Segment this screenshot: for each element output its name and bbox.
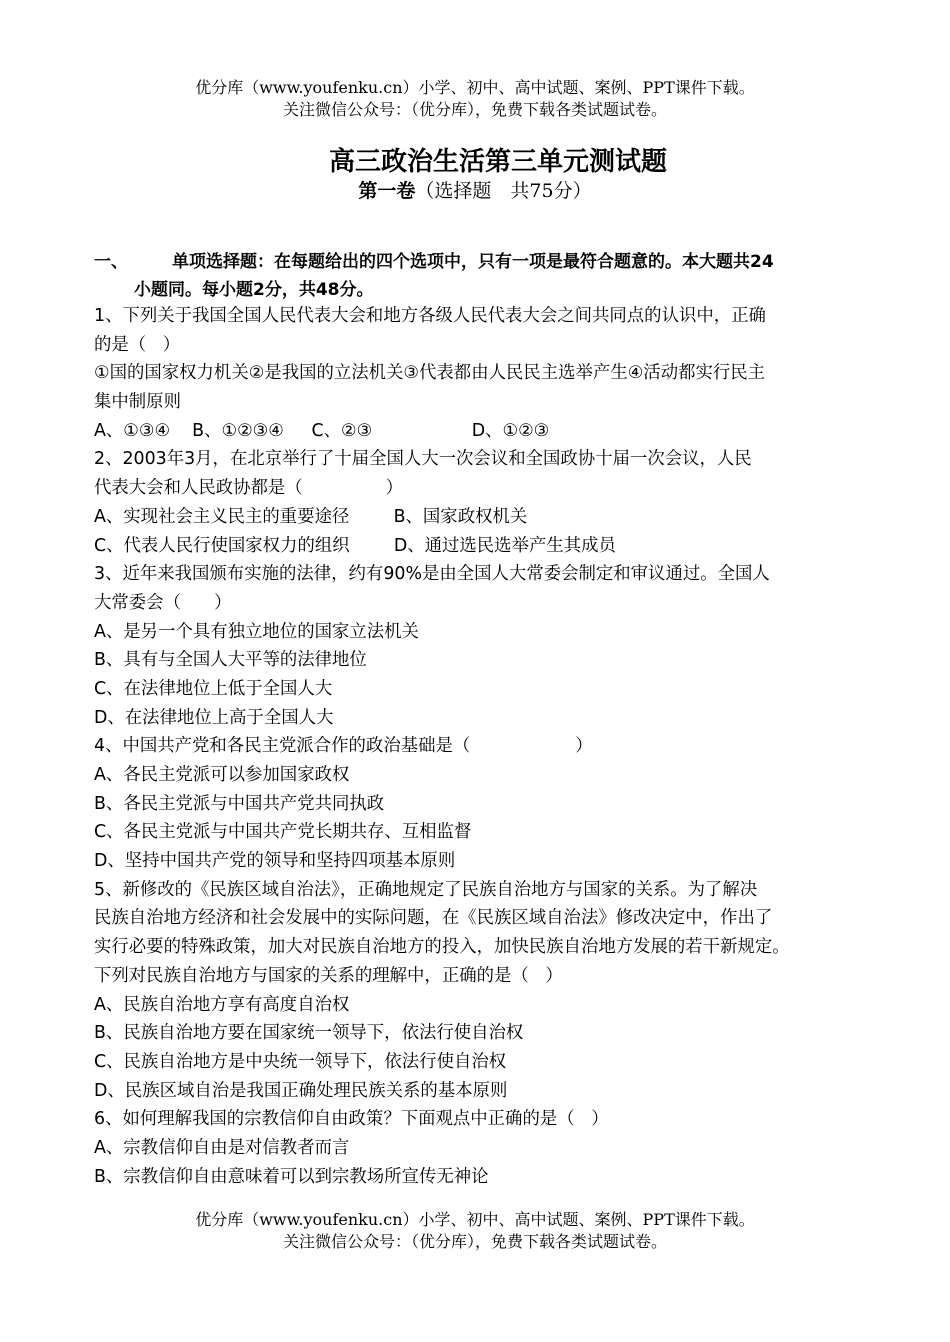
question-text-line: 的是（ ） [94,334,181,355]
question-text-line: 3、近年来我国颁布实施的法律，约有90%是由全国人大常委会制定和审议通过。全国人 [94,564,770,585]
header-line-1: 优分库（www.youfenku.cn）小学、初中、高中试题、案例、PPT课件下载。 [195,78,755,97]
page-header [0,77,950,121]
header-line-2: 关注微信公众号：（优分库），免费下载各类试题试卷。 [282,100,667,119]
question-text-line: 5、新修改的《民族区域自治法》，正确地规定了民族自治地方与国家的关系。为了解决 [94,879,758,900]
question-text-line: A、民族自治地方享有高度自治权 [94,994,350,1015]
question-text-line: A、各民主党派可以参加国家政权 [94,765,350,785]
question-text-line: 大常委会（ ） [94,592,232,613]
footer-line-2: 关注微信公众号：（优分库），免费下载各类试题试卷。 [282,1232,667,1251]
question-text-line: 2、2003年3月，在北京举行了十届全国人大一次会议和全国政协十届一次会议，人民 [94,449,752,470]
subtitle-detail: （选择题 共75分） [415,180,592,202]
question-text-line: D、民族区域自治是我国正确处理民族关系的基本原则 [94,1080,508,1101]
question-text-line: B、宗教信仰自由意味着可以到宗教场所宣传无神论 [94,1166,489,1187]
question-text-line: ①国的国家权力机关②是我国的立法机关③代表都由人民民主选举产生④活动都实行民主 [94,363,766,384]
question-text-line: C、代表人民行使国家权力的组织 D、通过选民选举产生其成员 [94,535,616,556]
question-text-line: D、在法律地位上高于全国人大 [94,707,334,728]
question-text-line: A、实现社会主义民主的重要途径 B、国家政权机关 [94,506,528,527]
question-text-line: C、各民主党派与中国共产党长期共存、互相监督 [94,822,472,843]
question-text-line: 下列对民族自治地方与国家的关系的理解中，正确的是（ ） [94,965,563,986]
question-text-line: D、坚持中国共产党的领导和坚持四项基本原则 [94,851,456,872]
document-title: 高三政治生活第三单元测试题 [328,147,667,177]
subtitle-volume: 第一卷 [358,180,416,202]
section-instructions-line-1: 单项选择题：在每题给出的四个选项中，只有一项是最符合题意的。本大题共24 [172,252,774,272]
question-text-line: C、在法律地位上低于全国人大 [94,678,333,699]
question-text-line: C、民族自治地方是中央统一领导下，依法行使自治权 [94,1051,507,1072]
question-text-line: A、①③④ B、①②③④ C、②③ D、①②③ [94,420,550,441]
question-text-line: 集中制原则 [94,392,181,413]
question-text-line: 实行必要的特殊政策，加大对民族自治地方的投入，加快民族自治地方发展的若干新规定。 [94,937,790,958]
question-text-line: 代表大会和人民政协都是（ ） [94,478,403,499]
question-text-line: B、民族自治地方要在国家统一领导下，依法行使自治权 [94,1023,524,1044]
section-heading [94,248,874,304]
footer-line-1: 优分库（www.youfenku.cn）小学、初中、高中试题、案例、PPT课件下载。 [195,1210,755,1229]
question-text-line: A、是另一个具有独立地位的国家立法机关 [94,621,419,642]
question-text-line: A、宗教信仰自由是对信教者而言 [94,1137,350,1158]
document-subtitle [0,178,950,204]
question-text-line: 6、如何理解我国的宗教信仰自由政策？下面观点中正确的是（ ） [94,1109,609,1130]
question-text-line: 民族自治地方经济和社会发展中的实际问题，在《民族区域自治法》修改决定中，作出了 [94,908,773,929]
section-number: 一、 [94,252,128,272]
section-instructions-line-2: 小题同。每小题2分，共48分。 [134,280,374,300]
question-text-line: B、各民主党派与中国共产党共同执政 [94,793,385,814]
question-text-line: B、具有与全国人大平等的法律地位 [94,650,367,671]
question-text-line: 4、中国共产党和各民主党派合作的政治基础是（ ） [94,736,593,757]
question-text-line: 1、下列关于我国全国人民代表大会和地方各级人民代表大会之间共同点的认识中，正确 [94,306,766,326]
question-list [94,302,874,1191]
page-footer [0,1209,950,1253]
